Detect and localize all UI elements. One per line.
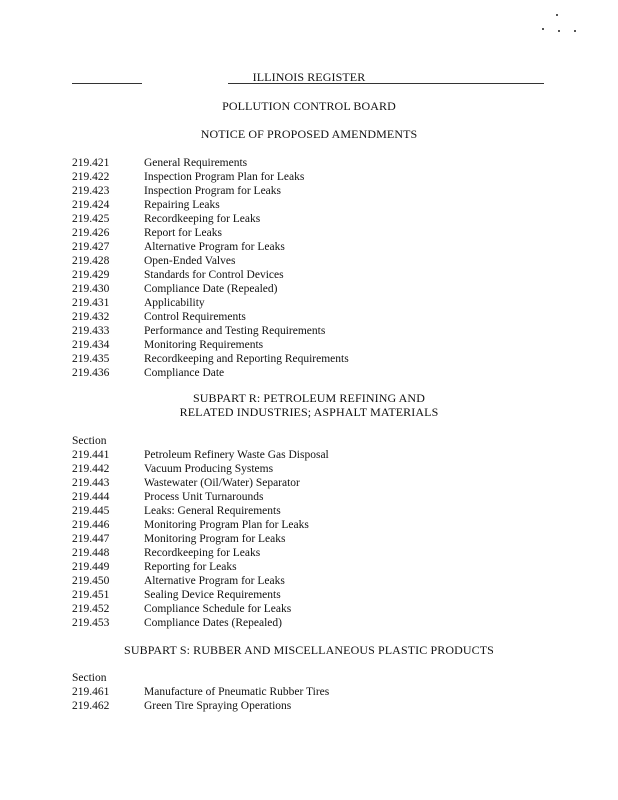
list-item [72, 170, 304, 184]
list-item [72, 240, 285, 254]
list-item [72, 699, 291, 713]
section-number: 219.421 [72, 157, 110, 169]
list-item [72, 254, 235, 268]
list-item [72, 296, 205, 310]
section-title: Standards for Control Devices [144, 269, 284, 281]
section-title: Applicability [144, 297, 205, 309]
section-number: 219.435 [72, 353, 110, 365]
section-title: Petroleum Refinery Waste Gas Disposal [144, 449, 329, 461]
list-item [72, 546, 260, 560]
section-title: Repairing Leaks [144, 199, 220, 211]
section-title: Compliance Dates (Repealed) [144, 617, 282, 629]
section-number: 219.446 [72, 519, 110, 531]
register-title: ILLINOIS REGISTER [252, 70, 366, 84]
section-title: Recordkeeping for Leaks [144, 547, 261, 559]
section-number: 219.422 [72, 171, 110, 183]
section-title: Inspection Program for Leaks [144, 185, 282, 197]
subpart-s-heading: SUBPART S: RUBBER AND MISCELLANEOUS PLASTIC PRODUCTS [124, 643, 494, 657]
section-number: 219.432 [72, 311, 110, 323]
subpart-r-heading-line2: RELATED INDUSTRIES; ASPHALT MATERIALS [179, 405, 439, 419]
section-label: Section [72, 672, 107, 684]
section-number: 219.453 [72, 617, 110, 629]
section-number: 219.451 [72, 589, 110, 601]
list-item [72, 184, 281, 198]
section-title: Vacuum Producing Systems [144, 463, 274, 475]
section-number: 219.442 [72, 463, 110, 475]
section-number: 219.424 [72, 199, 110, 211]
list-item [72, 462, 273, 476]
section-title: Monitoring Requirements [144, 339, 264, 351]
section-title: Leaks: General Requirements [144, 505, 281, 517]
list-item [72, 448, 329, 462]
section-number: 219.445 [72, 505, 110, 517]
section-label: Section [72, 435, 107, 447]
list-item [72, 338, 263, 352]
section-number: 219.462 [72, 700, 110, 712]
section-number: 219.427 [72, 241, 110, 253]
list-item [72, 366, 224, 380]
section-number: 219.449 [72, 561, 110, 573]
section-number: 219.436 [72, 367, 110, 379]
subpart-r-heading-line1: SUBPART R: PETROLEUM REFINING AND [193, 391, 425, 405]
list-item [72, 616, 282, 630]
section-title: Compliance Schedule for Leaks [144, 603, 292, 615]
section-title: Alternative Program for Leaks [144, 575, 285, 587]
list-item [72, 518, 309, 532]
section-number: 219.452 [72, 603, 110, 615]
list-item [72, 490, 263, 504]
section-title: Sealing Device Requirements [144, 589, 281, 601]
section-title: Monitoring Program Plan for Leaks [144, 519, 309, 531]
list-item [72, 268, 284, 282]
notice-title: NOTICE OF PROPOSED AMENDMENTS [200, 127, 418, 141]
section-title: Monitoring Program for Leaks [144, 533, 286, 545]
section-title: Reporting for Leaks [144, 561, 237, 573]
section-number: 219.433 [72, 325, 110, 337]
list-item [72, 198, 220, 212]
section-number: 219.430 [72, 283, 110, 295]
section-number: 219.431 [72, 297, 110, 309]
section-number: 219.461 [72, 686, 110, 698]
section-number: 219.434 [72, 339, 110, 351]
section-title: Wastewater (Oil/Water) Separator [144, 477, 300, 489]
scan-artifact-dots [538, 14, 578, 34]
section-title: Alternative Program for Leaks [144, 241, 285, 253]
section-number: 219.425 [72, 213, 110, 225]
section-title: Compliance Date (Repealed) [144, 283, 278, 295]
section-title: Report for Leaks [144, 227, 222, 239]
list-item [72, 212, 260, 226]
list-item [72, 476, 300, 490]
section-title: Green Tire Spraying Operations [144, 700, 292, 712]
section-title: Manufacture of Pneumatic Rubber Tires [144, 686, 330, 698]
list-item [72, 504, 281, 518]
section-title: General Requirements [144, 157, 248, 169]
section-title: Inspection Program Plan for Leaks [144, 171, 305, 183]
list-item [72, 310, 246, 324]
section-number: 219.443 [72, 477, 110, 489]
list-item [72, 532, 286, 546]
list-item [72, 685, 329, 699]
section-number: 219.429 [72, 269, 110, 281]
section-title: Open-Ended Valves [144, 255, 236, 267]
section-title: Process Unit Turnarounds [144, 491, 264, 503]
section-number: 219.428 [72, 255, 110, 267]
section-title: Performance and Testing Requirements [144, 325, 326, 337]
list-item [72, 352, 349, 366]
section-number: 219.447 [72, 533, 110, 545]
list-item [72, 602, 291, 616]
section-title: Recordkeeping and Reporting Requirements [144, 353, 349, 365]
list-item [72, 588, 281, 602]
section-title: Control Requirements [144, 311, 246, 323]
list-item [72, 226, 222, 240]
section-number: 219.448 [72, 547, 110, 559]
list-item [72, 324, 325, 338]
list-item [72, 574, 285, 588]
section-number: 219.441 [72, 449, 110, 461]
agency-name: POLLUTION CONTROL BOARD [222, 99, 396, 113]
section-number: 219.444 [72, 491, 110, 503]
section-number: 219.450 [72, 575, 110, 587]
section-number: 219.426 [72, 227, 110, 239]
section-title: Recordkeeping for Leaks [144, 213, 261, 225]
list-item [72, 282, 277, 296]
section-title: Compliance Date [144, 367, 225, 379]
list-item [72, 560, 237, 574]
list-item [72, 156, 247, 170]
section-number: 219.423 [72, 185, 110, 197]
